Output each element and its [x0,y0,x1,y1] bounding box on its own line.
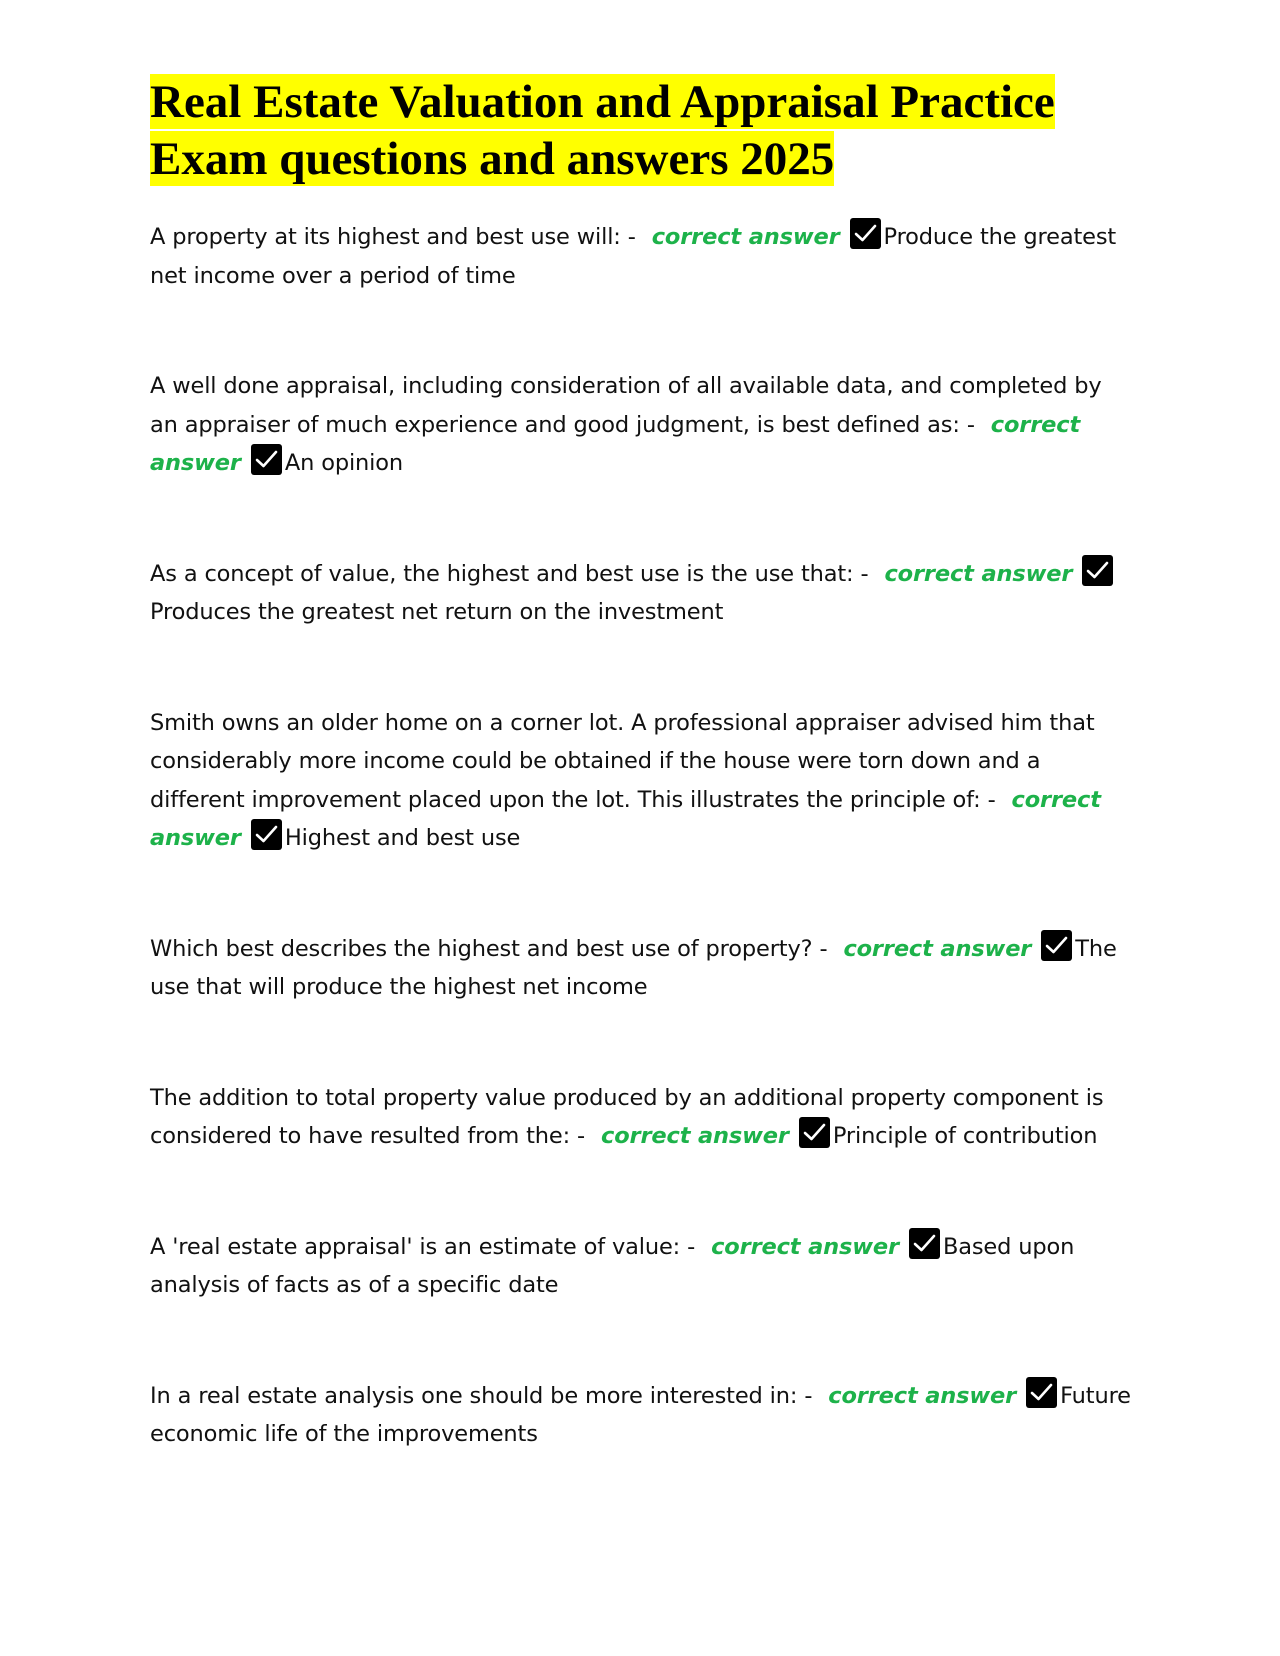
question-text: A property at its highest and best use will: [150,224,621,250]
question-text: A 'real estate appraisal' is an estimate of value: [150,1233,681,1260]
qa-item [150,1377,1135,1454]
check-box-icon [251,819,282,850]
correct-answer-label: correct answer [150,786,1101,851]
answer-text: The use that will produce the highest net income [150,935,1117,1000]
question-text: The addition to total property value produced by an additional property component is considered to have resulted from the: [150,1084,1104,1149]
check-box-icon [1041,930,1072,961]
question-text: As a concept of value, the highest and best use is the use that: [150,560,854,587]
qa-item [150,704,1135,858]
separator: - [687,1233,696,1260]
correct-answer-label: correct answer [651,224,840,250]
check-box-icon [1026,1377,1057,1408]
correct-answer-label: correct answer [828,1382,1017,1409]
question-text: In a real estate analysis one should be more interested in: [150,1382,798,1409]
check-box-icon [799,1117,830,1148]
separator: - [627,224,636,250]
separator: - [804,1382,813,1409]
separator: - [577,1123,586,1149]
qa-item [150,555,1135,632]
separator: - [987,786,996,813]
answer-text: An opinion [284,450,403,476]
answer-text: Highest and best use [284,825,521,851]
answer-text: Principle of contribution [832,1123,1098,1149]
check-box-icon [1082,555,1113,586]
qa-list [150,218,1135,1454]
correct-answer-label: correct answer [601,1123,789,1149]
separator: - [860,560,869,587]
qa-item [150,1079,1135,1156]
answer-text: Based upon analysis of facts as of a specific date [150,1233,1075,1298]
answer-text: Produce the greatest net income over a period of time [150,224,1117,289]
document-title [150,74,1135,188]
document-page [150,74,1135,1526]
separator: - [819,935,828,962]
check-box-icon [251,444,282,475]
check-box-icon [850,218,881,249]
qa-item [150,930,1135,1007]
question-text: Which best describes the highest and best use of property? [150,935,813,962]
qa-item [150,1228,1135,1305]
qa-item [150,367,1135,483]
answer-text: Produces the greatest net return on the investment [150,599,724,625]
title-highlight: Real Estate Valuation and Appraisal Practice Exam questions and answers 2025 [150,76,1055,185]
check-box-icon [909,1228,940,1259]
qa-item [150,218,1135,295]
correct-answer-label: correct answer [150,411,1081,476]
question-text: A well done appraisal, including consideration of all available data, and completed by an appraiser of much experience and good judgment, is best defined as: [150,373,1102,438]
separator: - [966,411,975,438]
question-text: Smith owns an older home on a corner lot. A professional appraiser advised him that considerably more income could be obtained if the house were torn down and a different improvement placed upon the lot. This illustrates the principle of: [150,709,1095,813]
correct-answer-label: correct answer [711,1233,899,1260]
answer-text: Future economic life of the improvements [150,1382,1131,1447]
correct-answer-label: correct answer [843,935,1032,962]
correct-answer-label: correct answer [884,560,1073,587]
